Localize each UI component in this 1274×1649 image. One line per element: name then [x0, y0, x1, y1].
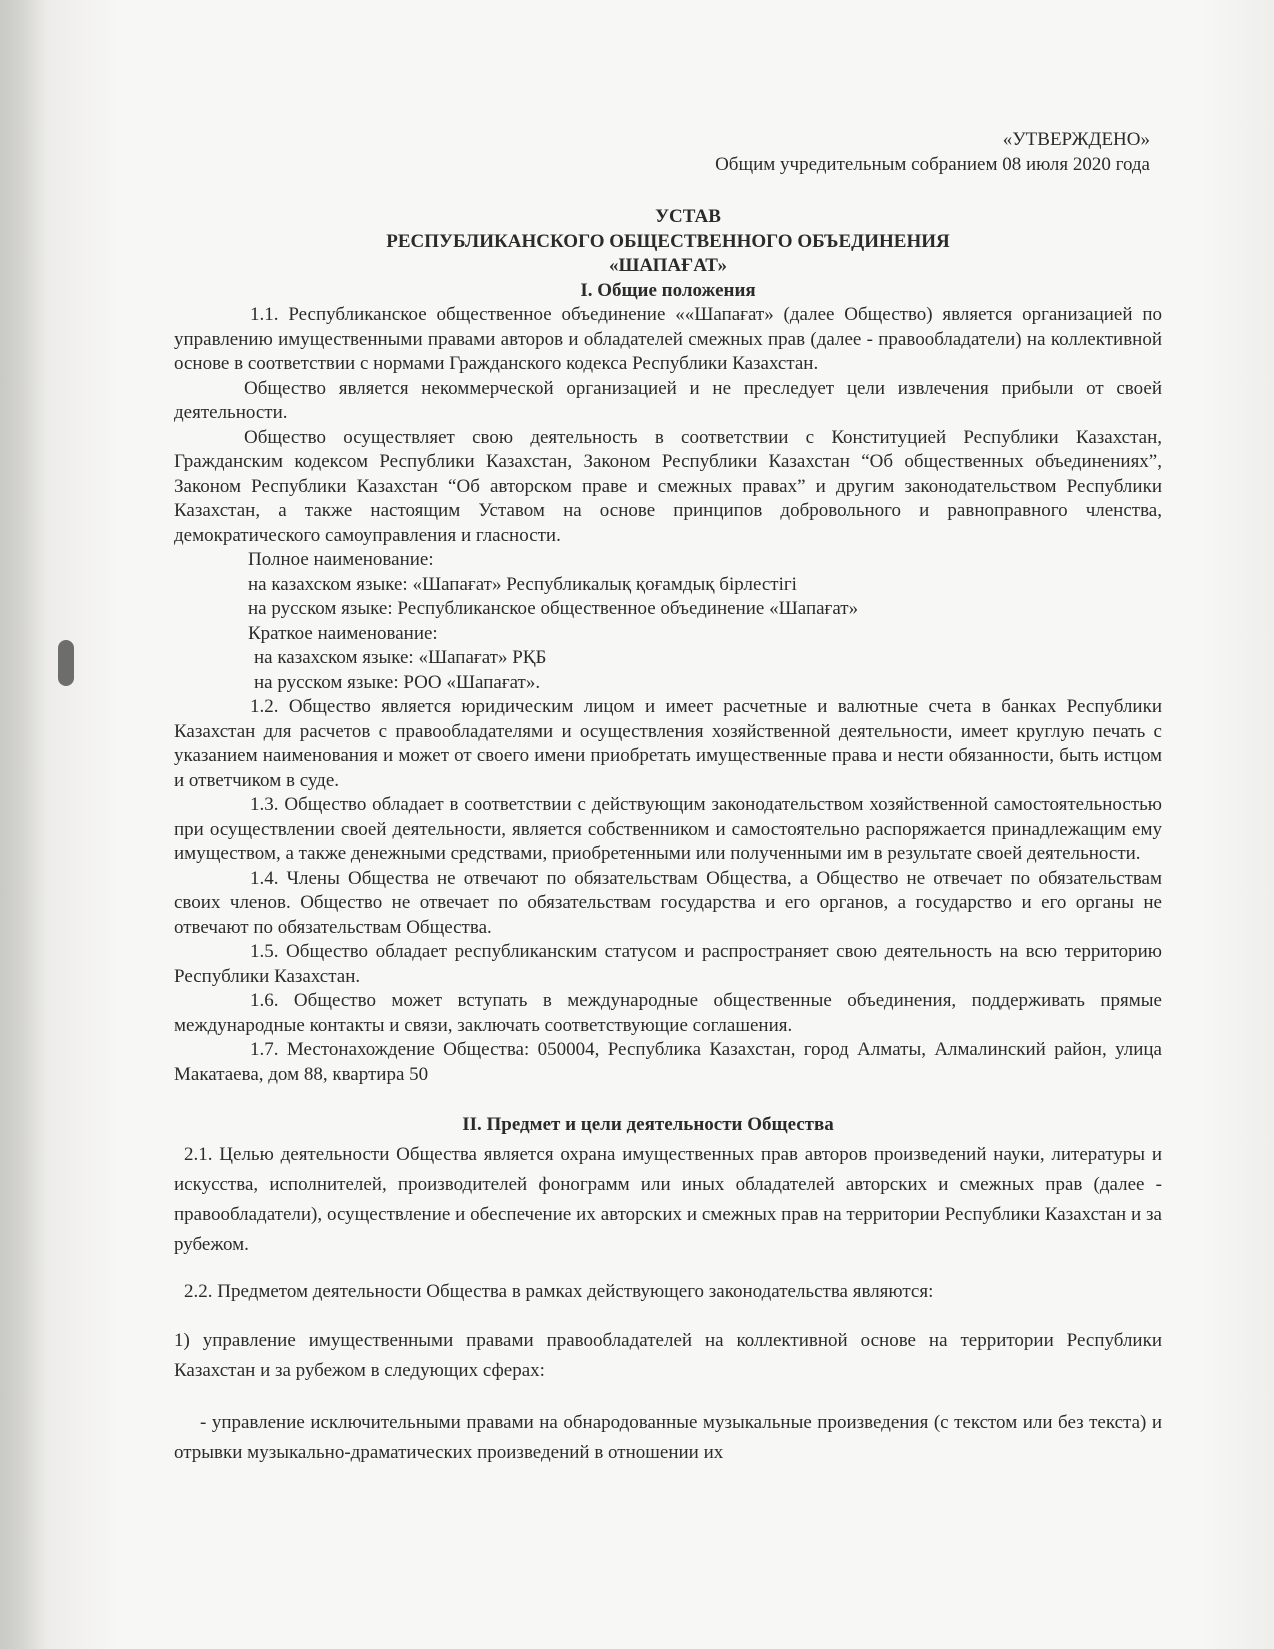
section-2-heading: II. Предмет и цели деятельности Общества — [462, 1114, 834, 1135]
scan-binding-shadow — [0, 0, 48, 1649]
title-line-1: УСТАВ — [655, 206, 721, 227]
document-content — [174, 120, 1162, 1468]
paragraph-1-6: 1.6. Общество может вступать в международные общественные объединения, поддерживать прямые международные контакты и связи, заключать соответствующие соглашения. — [174, 990, 1162, 1036]
paragraph-1-7: 1.7. Местонахождение Общества: 050004, Республика Казахстан, город Алматы, Алмалинский район, улица Макатаева, дом 88, квартира 50 — [174, 1039, 1162, 1085]
paragraph-1-2: 1.2. Общество является юридическим лицом и имеет расчетные и валютные счета в банках Республики Казахстан для расчетов с правообладателями и осуществления хозяйственной деятельности, имеет круглую печать с указанием наименования и может от своего имени приобретать имущественные права и нести обязанности, быть истцом и ответчиком в суде. — [174, 696, 1162, 791]
full-name-kz: на казахском языке: «Шапағат» Республикалық қоғамдық бірлестігі — [248, 573, 797, 595]
short-name-ru: на русском языке: РОО «Шапағат». — [254, 671, 541, 693]
approval-title: «УТВЕРЖДЕНО» — [1002, 129, 1150, 150]
list-item-1-dash: - управление исключительными правами на обнародованные музыкальные произведения (с текстом или без текста) и отрывки музыкально-драматических произведений в отношении их — [174, 1412, 1162, 1463]
title-line-2: РЕСПУБЛИКАНСКОГО ОБЩЕСТВЕННОГО ОБЪЕДИНЕНИЯ — [386, 230, 950, 252]
short-name-kz: на казахском языке: «Шапағат» РҚБ — [254, 647, 547, 668]
paragraph-noncommercial: Общество является некоммерческой организацией и не преследует цели извлечения прибыли от своей деятельности. — [174, 377, 1162, 423]
paragraph-2-2: 2.2. Предметом деятельности Общества в рамках действующего законодательства являются: — [184, 1280, 934, 1302]
full-name-ru: на русском языке: Республиканское общественное объединение «Шапағат» — [248, 598, 859, 619]
paragraph-1-4: 1.4. Члены Общества не отвечают по обязательствам Общества, а Общество не отвечает по обязательствам своих членов. Общество не отвечает по обязательствам государства и его органов, а государство и его органы не отвечают по обязательствам Общества. — [174, 867, 1162, 938]
list-item-1: 1) управление имущественными правами правообладателей на коллективной основе на территории Республики Казахстан и за рубежом в следующих сферах: — [174, 1330, 1162, 1381]
paragraph-2-1: 2.1. Целью деятельности Общества является охрана имущественных прав авторов произведений науки, литературы и искусства, исполнителей, производителей фонограмм или иных обладателей авторских и смежных прав (далее - правообладатели), осуществление и обеспечение их авторских и смежных прав на территории Республики Казахстан и за рубежом. — [174, 1143, 1162, 1255]
paragraph-1-5: 1.5. Общество обладает республиканским статусом и распространяет свою деятельность на всю территорию Республики Казахстан. — [174, 941, 1162, 987]
approval-stamp — [174, 120, 1150, 177]
punch-hole — [58, 640, 74, 686]
document-title — [174, 205, 1162, 279]
paragraph-1-1: 1.1. Республиканское общественное объединение ««Шапағат» (далее Общество) является организацией по управлению имущественными правами авторов и обладателей смежных прав (далее - правообладатели) на коллективной основе в соответствии с нормами Гражданского кодекса Республики Казахстан. — [174, 304, 1162, 374]
short-name-label: Краткое наименование: — [248, 622, 438, 644]
full-name-label: Полное наименование: — [248, 549, 434, 570]
paragraph-1-3: 1.3. Общество обладает в соответствии с действующим законодательством хозяйственной самостоятельностью при осуществлении своей деятельности, является собственником и самостоятельно распоряжается принадлежащим ему имуществом, а также денежными средствами, приобретенными или полученными им в результате своей деятельности. — [174, 794, 1162, 864]
approval-text: Общим учредительным собранием 08 июля 2020 года — [715, 153, 1150, 175]
title-line-3: «ШАПАҒАТ» — [609, 255, 727, 276]
section-1-heading: I. Общие положения — [580, 279, 756, 301]
paragraph-activity: Общество осуществляет свою деятельность в соответствии с Конституцией Республики Казахстан, Гражданским кодексом Республики Казахстан, Законом Республики Казахстан “Об общественных объединениях”, Законом Республики Казахстан “Об авторском праве и смежных правах” и другим законодательством Республики Казахстан, а также настоящим Уставом на основе принципов добровольного и равноправного членства, демократического самоуправления и гласности. — [174, 426, 1162, 546]
